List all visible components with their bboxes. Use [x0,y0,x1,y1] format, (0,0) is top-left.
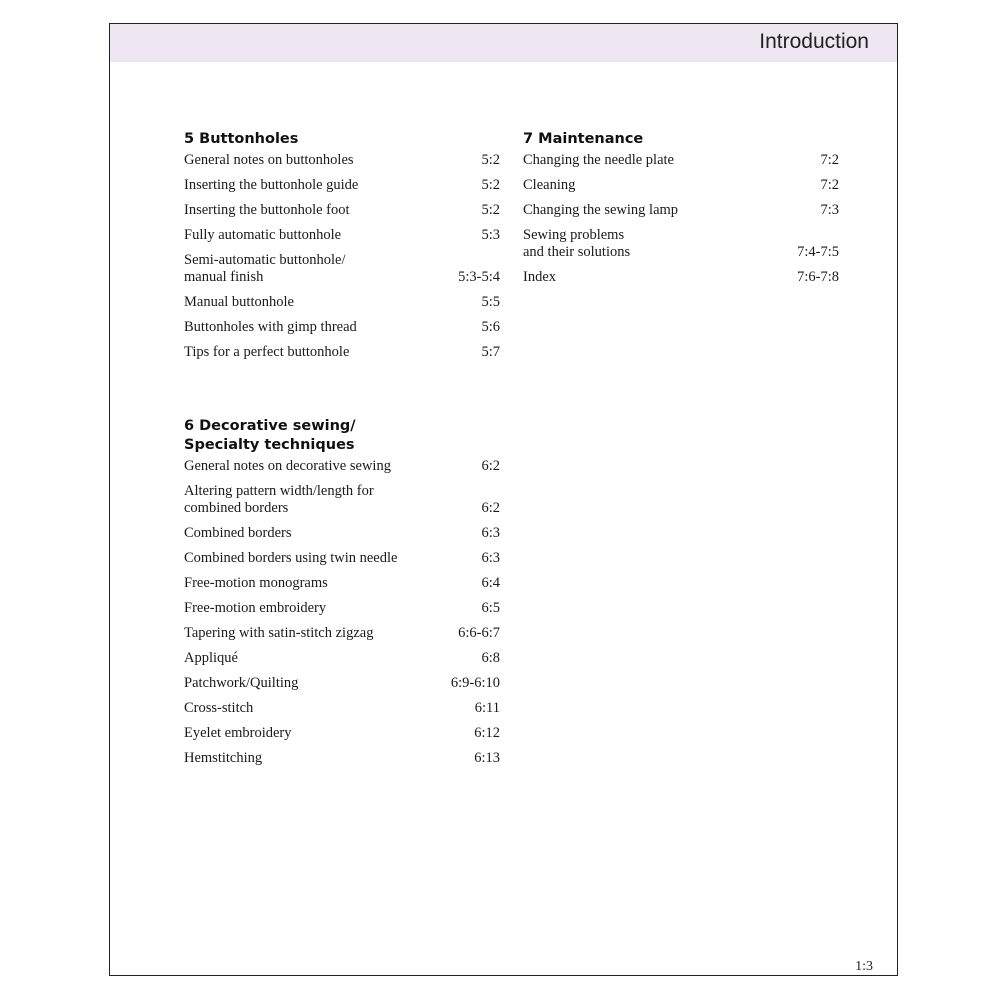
toc-entry-label-line: Combined borders using twin needle [184,550,398,566]
toc-entry-label [184,525,292,542]
toc-entry-page: 5:3 [481,227,500,243]
toc-entry [184,202,500,219]
toc-entry [523,227,839,261]
toc-entry-label-line: Inserting the buttonhole foot [184,202,350,218]
toc-entry-label [184,319,357,336]
toc-entry [523,269,839,286]
toc-entry-label [184,252,345,286]
toc-entry-label-line: Eyelet embroidery [184,725,292,741]
toc-entry-label [523,269,556,286]
toc-entry-label [184,750,262,767]
toc-entry-label-line: Changing the needle plate [523,152,674,168]
toc-entry-label [184,202,350,219]
toc-entry-label [184,600,326,617]
toc-entry [184,625,500,642]
toc-entry-label-line: Cross-stitch [184,700,254,716]
header-band [110,24,897,62]
toc-entry-page: 5:6 [481,319,500,335]
toc-entry [184,575,500,592]
toc-entry [184,227,500,244]
toc-entry-page: 6:3 [481,525,500,541]
toc-entry-label [184,177,358,194]
toc-entry-label [184,294,294,311]
section-heading [523,130,839,149]
toc-entry-label-line: manual finish [184,269,264,285]
toc-entry [523,152,839,169]
toc-entry-page: 6:6-6:7 [458,625,500,641]
toc-entry [184,650,500,667]
section-heading [184,417,500,455]
toc-entry-label [523,202,678,219]
section-heading-line: 5 Buttonholes [184,131,299,147]
toc-section [184,417,500,767]
toc-entry-label-line: Inserting the buttonhole guide [184,177,359,193]
right-column [523,130,839,294]
toc-entry [184,675,500,692]
toc-entry-page: 6:13 [474,750,500,766]
toc-entry [184,700,500,717]
toc-entry [184,319,500,336]
toc-entry-page: 6:2 [481,458,500,474]
toc-entry [184,750,500,767]
toc-entry-label [184,700,253,717]
toc-entry-label [184,675,298,692]
toc-entry-label-line: Semi-automatic buttonhole/ [184,252,346,268]
toc-entry [184,177,500,194]
toc-entry-page: 6:11 [474,700,500,716]
toc-entry-label-line: Altering pattern width/length for [184,483,374,499]
toc-entry [184,344,500,361]
toc-entry-page: 6:8 [481,650,500,666]
toc-entry-label-line: General notes on decorative sewing [184,458,391,474]
toc-entry [523,177,839,194]
toc-entry [184,600,500,617]
toc-entry-page: 5:2 [481,202,500,218]
toc-entry [184,458,500,475]
toc-entry-label-line: Index [523,269,557,285]
toc-entry-label-line: Sewing problems [523,227,625,243]
toc-entry-label-line: Free-motion embroidery [184,600,327,616]
toc-entry [184,483,500,517]
toc-entry-label-line: Manual buttonhole [184,294,294,310]
toc-entry-page: 5:2 [481,177,500,193]
toc-entry-label-line: and their solutions [523,244,631,260]
toc-entry-label [184,725,292,742]
toc-entry-label-line: Changing the sewing lamp [523,202,679,218]
toc-entry-page: 6:3 [481,550,500,566]
section-heading-line: 7 Maintenance [523,131,644,147]
toc-entry-label [184,550,397,567]
toc-entry-label [184,227,341,244]
toc-entry-page: 7:3 [820,202,839,218]
toc-entry-label-line: Free-motion monograms [184,575,328,591]
toc-entry-label [523,227,630,261]
toc-entry-label [184,625,373,642]
toc-entry-page: 7:2 [820,177,839,193]
toc-entry-page: 5:5 [481,294,500,310]
toc-entry-page: 5:7 [481,344,500,360]
toc-entry-label-line: Cleaning [523,177,576,193]
toc-entry-label-line: Hemstitching [184,750,263,766]
toc-entry [184,152,500,169]
toc-entry-page: 6:4 [481,575,500,591]
page-number: 1:3 [855,959,873,974]
toc-entry-label [184,344,349,361]
toc-entry-label-line: Tips for a perfect buttonhole [184,344,350,360]
toc-entry-page: 5:2 [481,152,500,168]
toc-entry [184,294,500,311]
page-title: Introduction [759,30,869,53]
toc-entry [184,525,500,542]
toc-entry-label-line: Appliqué [184,650,238,666]
toc-entry-label-line: Patchwork/Quilting [184,675,299,691]
toc-entry [523,202,839,219]
toc-entry-page: 6:9-6:10 [450,675,500,691]
manual-page [109,23,898,976]
toc-entry-label-line: Tapering with satin-stitch zigzag [184,625,374,641]
toc-entry [184,725,500,742]
toc-entry-label [523,152,674,169]
toc-entry-label [184,575,328,592]
toc-section [523,130,839,286]
toc-entry-label-line: General notes on buttonholes [184,152,354,168]
toc-entry-label-line: Combined borders [184,525,292,541]
toc-entry [184,252,500,286]
toc-entry-label-line: Buttonholes with gimp thread [184,319,357,335]
toc-entry-page: 5:3-5:4 [458,269,500,285]
section-heading-line: 6 Decorative sewing/ [184,418,356,434]
toc-entry-label-line: Fully automatic buttonhole [184,227,342,243]
toc-entry-label [184,152,354,169]
toc-entry-page: 6:5 [481,600,500,616]
toc-entry-label [523,177,575,194]
toc-entry-page: 7:2 [820,152,839,168]
toc-entry-label-line: combined borders [184,500,289,516]
toc-entry-label [184,483,374,517]
section-heading [184,130,500,149]
section-heading-line: Specialty techniques [184,437,355,453]
toc-entry-page: 6:12 [474,725,500,741]
left-column [184,130,500,775]
toc-section [184,130,500,361]
toc-entry-page: 7:4-7:5 [797,244,839,260]
toc-entry-page: 7:6-7:8 [797,269,839,285]
toc-entry-page: 6:2 [481,500,500,516]
toc-entry-label [184,650,238,667]
toc-entry-label [184,458,391,475]
toc-entry [184,550,500,567]
